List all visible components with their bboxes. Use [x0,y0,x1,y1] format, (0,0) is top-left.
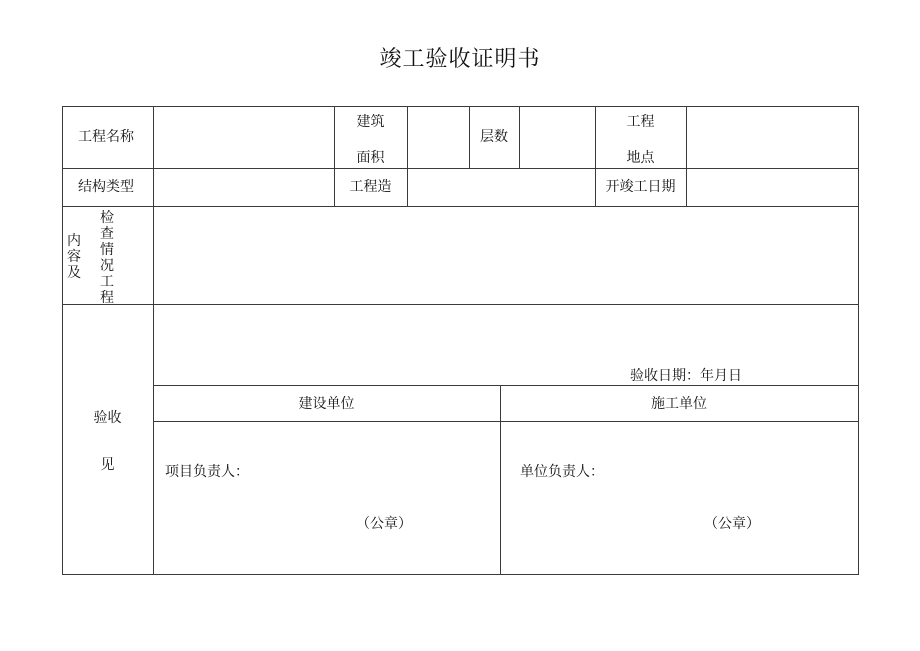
project-cost-label: 工程造 [349,179,392,195]
building-area-label-bottom: 面积 [356,150,385,166]
column-divider [407,106,408,206]
contractor-unit-header: 施工单位 [651,396,707,412]
floors-label: 层数 [480,129,508,145]
column-divider [686,106,687,206]
document-title: 竣工验收证明书 [379,47,541,72]
contractor-manager-label: 单位负责人： [520,464,604,480]
contractor-seal-label: （公章） [704,516,760,532]
acceptance-opinion-label-bottom: 见 [100,457,115,473]
project-location-label-bottom: 地点 [626,150,655,166]
builder-seal-label: （公章） [356,516,412,532]
project-location-label-top: 工程 [626,114,655,130]
row-divider [153,421,859,422]
row-divider [62,168,859,169]
column-divider [519,106,520,168]
table-border-left [62,106,63,575]
project-name-label: 工程名称 [78,129,134,145]
row-divider [62,304,859,305]
row-divider [153,385,859,386]
table-border-right [858,106,859,575]
column-divider [153,106,154,575]
inspection-content-label-b: 检查情况工程 [100,210,114,306]
inspection-content-label-a: 内容及 [67,233,81,281]
builder-project-manager-label: 项目负责人： [165,464,249,480]
table-border-bottom [62,574,859,575]
column-divider [500,385,501,575]
building-area-label-top: 建筑 [356,114,385,130]
start-completion-date-label: 开竣工日期 [605,179,676,195]
acceptance-opinion-label-top: 验收 [93,410,122,426]
acceptance-date: 验收日期：年月日 [630,368,742,384]
structure-type-label: 结构类型 [78,179,134,195]
row-divider [62,206,859,207]
builder-unit-header: 建设单位 [298,396,355,412]
table-border-top [62,106,859,107]
